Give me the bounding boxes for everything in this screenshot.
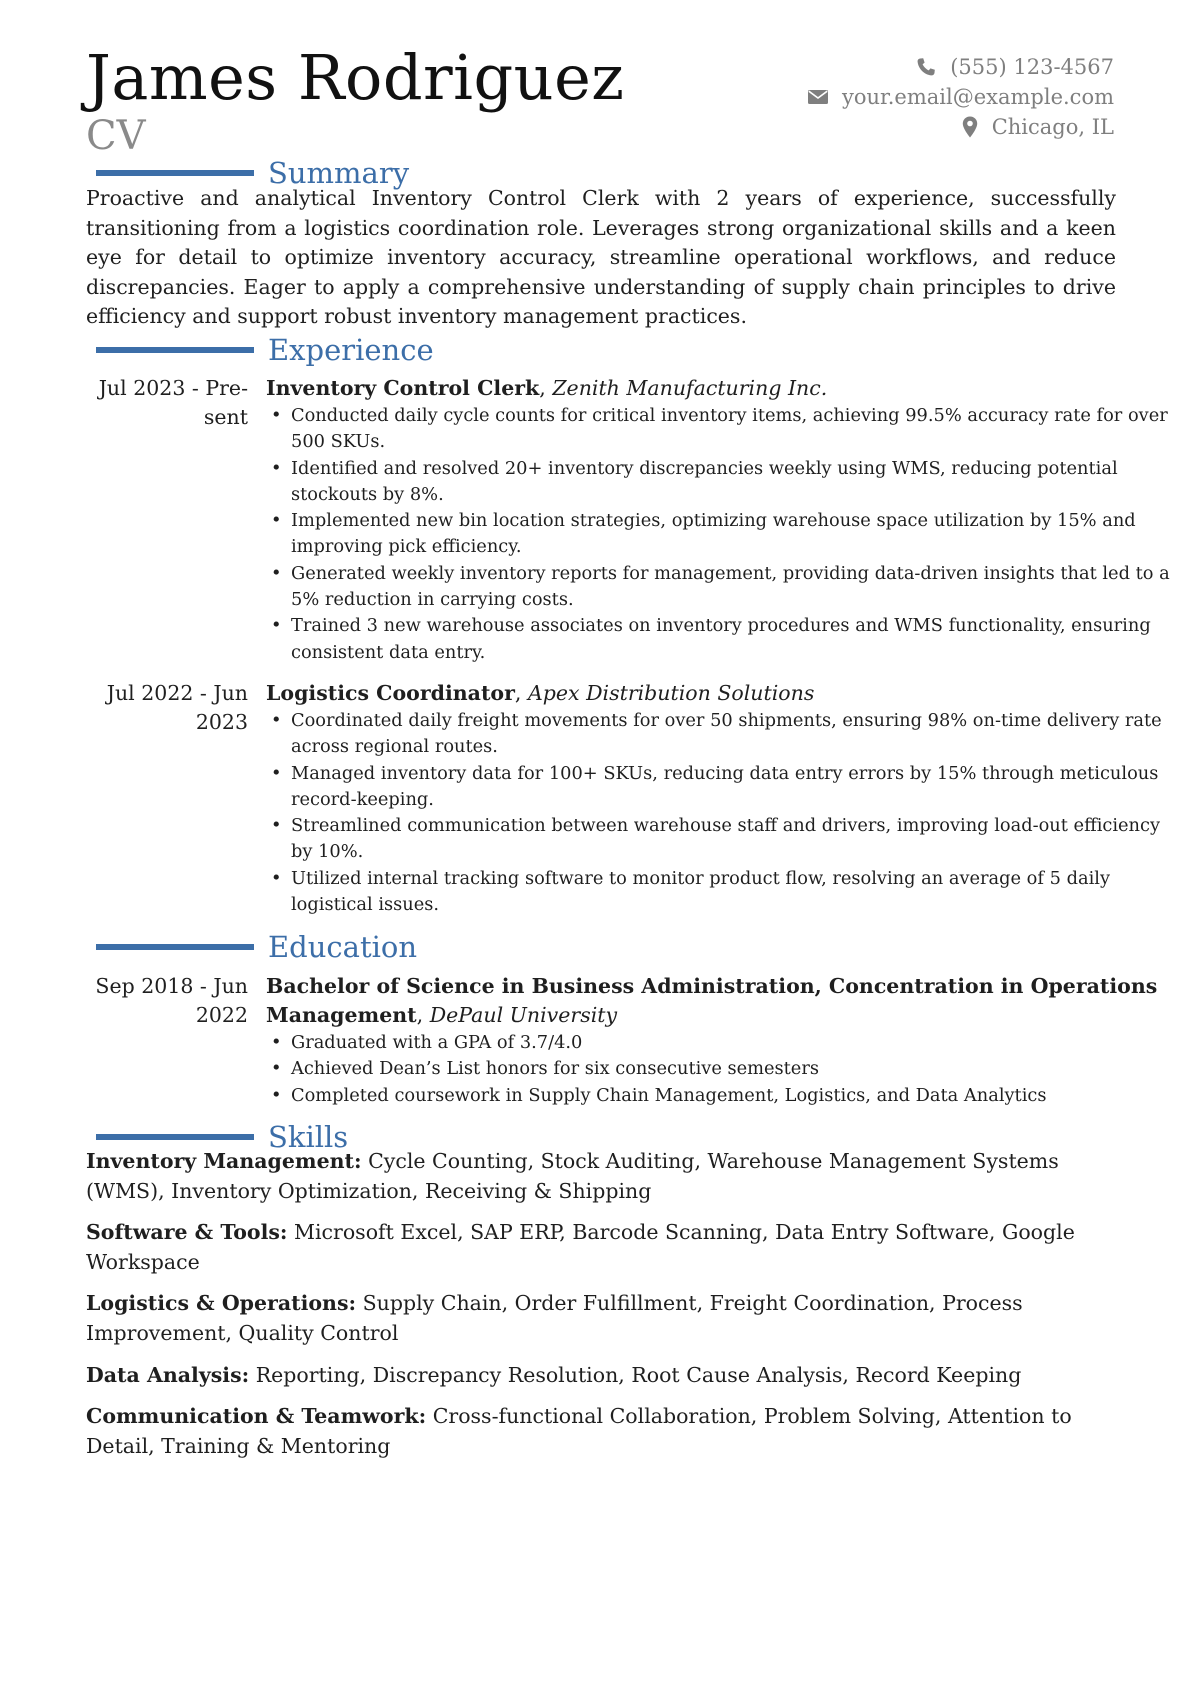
- list-item: • Conducted daily cycle counts for critical inventory items, achieving 99.5% accuracy rate for over 500 SKUs.: [266, 403, 1186, 456]
- section-education-heading: [96, 929, 417, 965]
- contact-info: [808, 52, 1114, 142]
- phone-number[interactable]: (555) 123-4567: [950, 55, 1114, 79]
- entry-heading: Inventory Control Clerk, Zenith Manufacturing Inc.: [266, 376, 828, 400]
- entry-content: [266, 679, 1186, 918]
- entry-heading: Bachelor of Science in Business Administration, Concentration in Operations Management, DePaul University: [266, 974, 1158, 1027]
- skill-category: Software & Tools:: [86, 1220, 288, 1245]
- school-name: DePaul University: [429, 1003, 618, 1027]
- skill-items: Cycle Counting, Stock Auditing, Warehouse Management Systems (WMS), Inventory Optimization, Receiving & Shipping: [86, 1149, 1059, 1203]
- phone-icon: [916, 57, 936, 77]
- map-pin-icon: [962, 116, 978, 138]
- list-item: • Trained 3 new warehouse associates on inventory procedures and WMS functionality, ensuring consistent data entry.: [266, 613, 1186, 666]
- skill-items: Supply Chain, Order Fulfillment, Freight Coordination, Process Improvement, Quality Control: [86, 1291, 1023, 1345]
- list-item: • Completed coursework in Supply Chain Management, Logistics, and Data Analytics: [266, 1083, 1186, 1109]
- list-item: • Coordinated daily freight movements for over 50 shipments, ensuring 98% on-time delivery rate across regional routes.: [266, 708, 1186, 761]
- degree-title: Bachelor of Science in Business Administration, Concentration in Operations Management: [266, 974, 1158, 1027]
- entry-content: [266, 374, 1186, 666]
- bullet-list: [266, 1030, 1186, 1109]
- date-line: 2023: [195, 710, 248, 734]
- candidate-name: James Rodriguez: [86, 41, 625, 114]
- skill-row: [86, 1402, 1116, 1461]
- email-address[interactable]: your.email@example.com: [841, 85, 1114, 109]
- skills-list: [86, 1147, 1116, 1473]
- bullet-list: [266, 403, 1186, 666]
- entry-heading: Logistics Coordinator, Apex Distribution Solutions: [266, 681, 815, 705]
- envelope-icon: [808, 89, 828, 105]
- skill-items: Reporting, Discrepancy Resolution, Root Cause Analysis, Record Keeping: [255, 1362, 1022, 1387]
- location-text: Chicago, IL: [991, 115, 1114, 139]
- list-item: • Achieved Dean’s List honors for six consecutive semesters: [266, 1056, 1186, 1082]
- bullet-list: [266, 708, 1186, 918]
- entry-date: [86, 374, 248, 432]
- section-accent-bar: [96, 1134, 254, 1140]
- skill-row: [86, 1147, 1116, 1206]
- skill-row: [86, 1218, 1116, 1277]
- list-item: • Implemented new bin location strategies, optimizing warehouse space utilization by 15% and improving pick efficiency.: [266, 508, 1186, 561]
- date-line: Sep 2018 - Jun: [95, 974, 248, 998]
- section-accent-bar: [96, 347, 254, 353]
- skill-category: Data Analysis:: [86, 1362, 250, 1387]
- skill-row: [86, 1361, 1116, 1391]
- list-item: • Streamlined communication between warehouse staff and drivers, improving load-out efficiency by 10%.: [266, 813, 1186, 866]
- company-name: Zenith Manufacturing Inc.: [552, 376, 828, 400]
- skill-category: Communication & Teamwork:: [86, 1404, 427, 1429]
- section-title: Skills: [268, 1120, 349, 1154]
- entry-date: [86, 679, 248, 737]
- document-subtitle: CV: [86, 113, 146, 159]
- skill-category: Logistics & Operations:: [86, 1291, 357, 1316]
- company-name: Apex Distribution Solutions: [527, 681, 815, 705]
- section-title: Experience: [268, 333, 434, 367]
- list-item: • Identified and resolved 20+ inventory discrepancies weekly using WMS, reducing potential stockouts by 8%.: [266, 456, 1186, 509]
- summary-paragraph: Proactive and analytical Inventory Control Clerk with 2 years of experience, successfully transitioning from a logistics coordination role. Leverages strong organizational skills and a keen eye for detail to optimize inventory accuracy, streamline operational workflows, and reduce discrepancies. Eager to apply a comprehensive understanding of supply chain principles to drive efficiency and support robust inventory management practices.: [86, 186, 1116, 329]
- date-line: sent: [203, 405, 248, 429]
- contact-email: [808, 82, 1114, 112]
- contact-location: [808, 112, 1114, 142]
- skill-items: Cross-functional Collaboration, Problem Solving, Attention to Detail, Training & Mentoring: [86, 1404, 1072, 1458]
- section-title: Education: [268, 930, 418, 964]
- job-title: Inventory Control Clerk: [266, 376, 540, 400]
- skill-items: Microsoft Excel, SAP ERP, Barcode Scanning, Data Entry Software, Google Workspace: [86, 1220, 1075, 1274]
- date-line: 2022: [195, 1003, 248, 1027]
- section-title: Summary: [268, 156, 410, 190]
- job-title: Logistics Coordinator: [266, 681, 515, 705]
- list-item: • Graduated with a GPA of 3.7/4.0: [266, 1030, 1186, 1056]
- section-experience-heading: [96, 332, 434, 368]
- entry-date: [86, 972, 248, 1030]
- list-item: • Utilized internal tracking software to monitor product flow, resolving an average of 5 daily logistical issues.: [266, 866, 1186, 919]
- date-line: Jul 2022 - Jun: [106, 681, 248, 705]
- list-item: • Managed inventory data for 100+ SKUs, reducing data entry errors by 15% through meticulous record-keeping.: [266, 761, 1186, 814]
- skill-category: Inventory Management:: [86, 1149, 362, 1173]
- entry-content: [266, 972, 1186, 1109]
- section-accent-bar: [96, 944, 254, 950]
- skill-row: [86, 1289, 1116, 1348]
- contact-phone: [808, 52, 1114, 82]
- list-item: • Generated weekly inventory reports for management, providing data-driven insights that led to a 5% reduction in carrying costs.: [266, 561, 1186, 614]
- date-line: Jul 2023 - Pre-: [98, 376, 248, 400]
- section-accent-bar: [96, 170, 254, 176]
